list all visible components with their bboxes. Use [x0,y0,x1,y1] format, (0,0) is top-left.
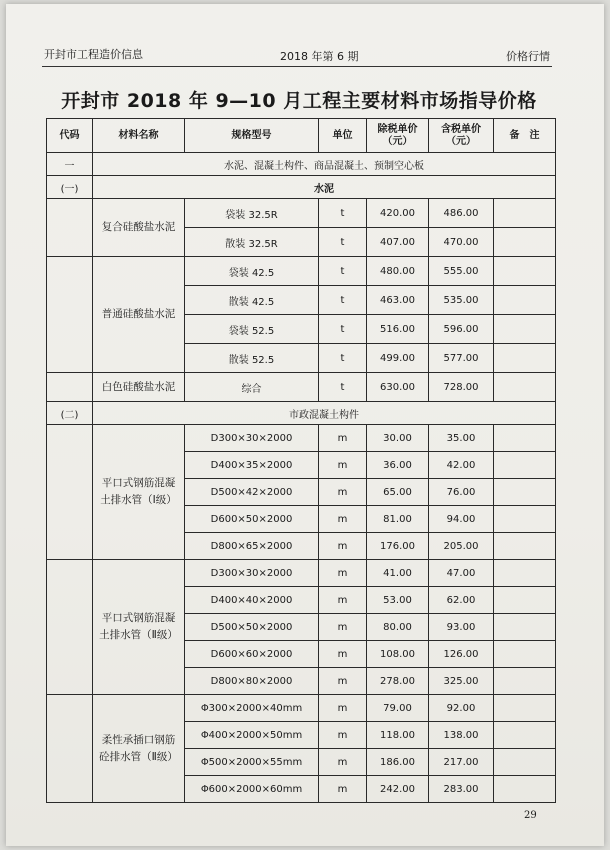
remark-cell [494,257,556,286]
price-ex-tax-cell: 499.00 [367,344,429,373]
unit-cell: m [319,668,367,695]
subsection-title: 水泥 [93,176,556,199]
spec-cell: D600×60×2000 [185,641,319,668]
price-inc-tax-cell: 138.00 [429,722,494,749]
unit-cell: m [319,776,367,803]
unit-cell: m [319,533,367,560]
subsection-row [47,176,556,199]
price-inc-tax-cell: 577.00 [429,344,494,373]
spec-cell: 散装 52.5 [185,344,319,373]
material-name-line: 砼排水管（Ⅱ级） [99,750,178,763]
spec-cell: 综合 [185,373,319,402]
price-inc-tax-cell: 555.00 [429,257,494,286]
price-ex-tax-cell: 65.00 [367,479,429,506]
price-ex-tax-cell: 186.00 [367,749,429,776]
section-label: 价格行情 [506,50,550,63]
spec-cell: D300×30×2000 [185,560,319,587]
price-inc-tax-cell: 470.00 [429,228,494,257]
material-name-line: 土排水管（Ⅱ级） [99,629,178,641]
unit-cell: m [319,425,367,452]
remark-cell [494,722,556,749]
section-row [47,153,556,176]
spec-cell: D600×50×2000 [185,506,319,533]
price-ex-tax-cell: 108.00 [367,641,429,668]
issue-number: 2018 年第 6 期 [280,50,359,63]
price-inc-tax-cell: 535.00 [429,286,494,315]
price-ex-tax-cell: 420.00 [367,199,429,228]
unit-cell: t [319,199,367,228]
spec-cell: D300×30×2000 [185,425,319,452]
col-header-spec: 规格型号 [185,119,319,153]
col-header-price-ex-tax [367,119,429,153]
material-name [93,425,185,560]
page-title: 开封市 2018 年 9—10 月工程主要材料市场指导价格 [61,90,537,112]
remark-cell [494,695,556,722]
spec-cell: D500×50×2000 [185,614,319,641]
spec-cell: D800×80×2000 [185,668,319,695]
page-number: 29 [524,810,537,821]
table-row [47,199,556,228]
spec-cell: D800×65×2000 [185,533,319,560]
col-header-price-inc-tax [429,119,494,153]
spec-cell: 袋装 42.5 [185,257,319,286]
unit-cell: m [319,695,367,722]
material-name: 复合硅酸盐水泥 [93,199,185,257]
code-cell [47,199,93,257]
code-cell [47,257,93,373]
price-ex-tax-unit: （元） [382,135,413,147]
spec-cell: D400×35×2000 [185,452,319,479]
spec-cell: 袋装 32.5R [185,199,319,228]
spec-cell: 袋装 52.5 [185,315,319,344]
unit-cell: m [319,641,367,668]
price-ex-tax-cell: 80.00 [367,614,429,641]
col-header-code: 代码 [47,119,93,153]
price-ex-tax-cell: 480.00 [367,257,429,286]
section-code: 一 [47,153,93,176]
price-ex-tax-cell: 516.00 [367,315,429,344]
material-name [93,695,185,803]
unit-cell: m [319,479,367,506]
price-inc-tax-cell: 728.00 [429,373,494,402]
price-inc-tax-cell: 217.00 [429,749,494,776]
subsection-row [47,402,556,425]
material-name: 白色硅酸盐水泥 [93,373,185,402]
remark-cell [494,452,556,479]
unit-cell: t [319,286,367,315]
section-title: 水泥、混凝土构件、商品混凝土、预制空心板 [93,153,556,176]
remark-cell [494,479,556,506]
table-row [47,425,556,452]
price-ex-tax-cell: 407.00 [367,228,429,257]
price-inc-tax-cell: 62.00 [429,587,494,614]
publication-name: 开封市工程造价信息 [44,48,143,61]
remark-cell [494,776,556,803]
price-inc-tax-cell: 283.00 [429,776,494,803]
unit-cell: m [319,452,367,479]
price-ex-tax-cell: 53.00 [367,587,429,614]
subsection-code: (二) [47,402,93,425]
material-name-line: 柔性承插口钢筋 [101,733,176,746]
remark-cell [494,286,556,315]
col-header-name: 材料名称 [93,119,185,153]
spec-cell: 散装 42.5 [185,286,319,315]
price-inc-tax-cell: 94.00 [429,506,494,533]
remark-cell [494,315,556,344]
unit-cell: t [319,315,367,344]
price-inc-tax-cell: 205.00 [429,533,494,560]
price-ex-tax-cell: 278.00 [367,668,429,695]
remark-cell [494,560,556,587]
subsection-code: (一) [47,176,93,199]
code-cell [47,373,93,402]
price-inc-tax-cell: 47.00 [429,560,494,587]
col-header-remark: 备 注 [494,119,556,153]
price-inc-tax-cell: 76.00 [429,479,494,506]
table-row [47,695,556,722]
table-row [47,257,556,286]
price-ex-tax-cell: 81.00 [367,506,429,533]
unit-cell: m [319,560,367,587]
price-ex-tax-cell: 630.00 [367,373,429,402]
remark-cell [494,373,556,402]
remark-cell [494,199,556,228]
spec-cell: D500×42×2000 [185,479,319,506]
remark-cell [494,506,556,533]
price-inc-tax-label: 含税单价 [441,123,481,135]
unit-cell: m [319,722,367,749]
material-name-line: 土排水管（Ⅰ级） [100,494,177,506]
unit-cell: t [319,228,367,257]
price-ex-tax-cell: 30.00 [367,425,429,452]
price-inc-tax-cell: 486.00 [429,199,494,228]
price-inc-tax-cell: 126.00 [429,641,494,668]
price-ex-tax-cell: 242.00 [367,776,429,803]
remark-cell [494,425,556,452]
unit-cell: t [319,257,367,286]
price-ex-tax-cell: 118.00 [367,722,429,749]
unit-cell: m [319,749,367,776]
price-inc-tax-cell: 92.00 [429,695,494,722]
remark-cell [494,587,556,614]
code-cell [47,425,93,560]
material-name-line: 平口式钢筋混凝 [101,612,176,624]
remark-cell [494,614,556,641]
price-inc-tax-cell: 325.00 [429,668,494,695]
unit-cell: t [319,344,367,373]
material-name-line: 平口式钢筋混凝 [101,477,176,489]
remark-cell [494,749,556,776]
price-ex-tax-cell: 41.00 [367,560,429,587]
remark-cell [494,228,556,257]
price-inc-tax-unit: （元） [446,135,476,147]
remark-cell [494,668,556,695]
price-ex-tax-label: 除税单价 [377,123,418,135]
price-inc-tax-cell: 35.00 [429,425,494,452]
price-inc-tax-cell: 596.00 [429,315,494,344]
price-inc-tax-cell: 93.00 [429,614,494,641]
table-header-row [47,119,556,153]
table-row [47,373,556,402]
price-inc-tax-cell: 42.00 [429,452,494,479]
remark-cell [494,344,556,373]
material-name [93,560,185,695]
remark-cell [494,533,556,560]
spec-cell: D400×40×2000 [185,587,319,614]
subsection-title: 市政混凝土构件 [93,402,556,425]
col-header-unit: 单位 [319,119,367,153]
price-ex-tax-cell: 36.00 [367,452,429,479]
spec-cell: 散装 32.5R [185,228,319,257]
material-name: 普通硅酸盐水泥 [93,257,185,373]
unit-cell: t [319,373,367,402]
code-cell [47,695,93,803]
price-ex-tax-cell: 463.00 [367,286,429,315]
spec-cell: Φ600×2000×60mm [185,776,319,803]
code-cell [47,560,93,695]
price-table [46,118,556,803]
spec-cell: Φ400×2000×50mm [185,722,319,749]
unit-cell: m [319,506,367,533]
price-ex-tax-cell: 176.00 [367,533,429,560]
table-row [47,560,556,587]
document-page [6,4,604,846]
running-header [42,40,552,67]
unit-cell: m [319,587,367,614]
price-ex-tax-cell: 79.00 [367,695,429,722]
unit-cell: m [319,614,367,641]
remark-cell [494,641,556,668]
spec-cell: Φ500×2000×55mm [185,749,319,776]
spec-cell: Φ300×2000×40mm [185,695,319,722]
